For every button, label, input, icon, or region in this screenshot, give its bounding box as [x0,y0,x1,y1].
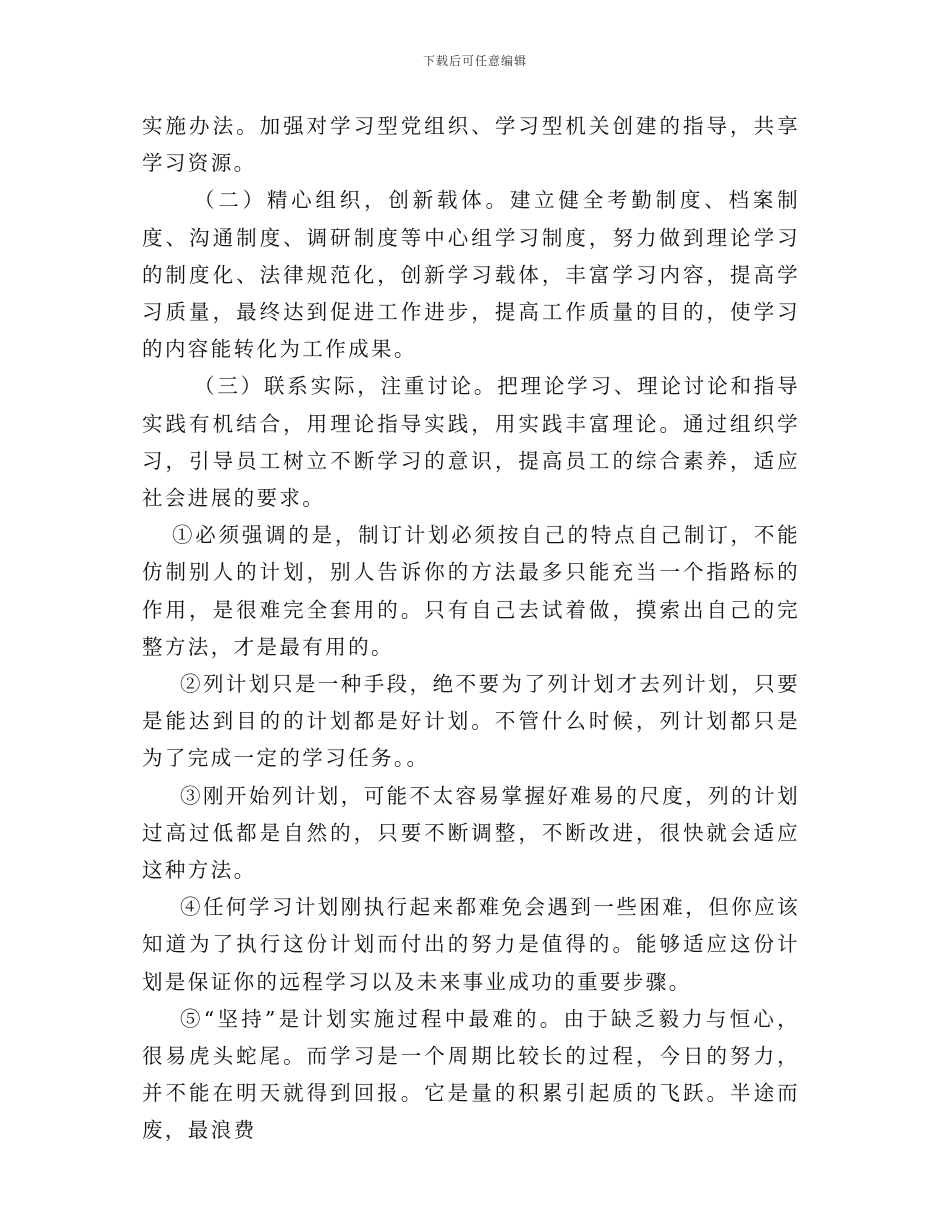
paragraph-note-4: ④任何学习计划刚执行起来都难免会遇到一些困难，但你应该知道为了执行这份计划而付出的努力是值得的。能够适应这份计划是保证你的远程学习以及未来事业成功的重要步骤。 [142,895,800,994]
page-header: 下载后可任意编辑 [422,54,527,68]
paragraph-note-5: ⑤“坚持”是计划实施过程中最难的。由于缺乏毅力与恒心，很易虎头蛇尾。而学习是一个周期比较长的过程，今日的努力，并不能在明天就得到回报。它是量的积累引起质的飞跃。半途而废，最浪费 [142,1006,800,1143]
paragraph-note-1: ①必须强调的是，制订计划必须按自己的特点自己制订，不能仿制别人的计划，别人告诉你的方法最多只能充当一个指路标的作用，是很难完全套用的。只有自己去试着做，摸索出自己的完整方法，才是最有用的。 [142,523,800,659]
document-body [142,108,800,1150]
paragraph-section-two: （二）精心组织，创新载体。建立健全考勤制度、档案制度、沟通制度、调研制度等中心组学习制度，努力做到理论学习的制度化、法律规范化，创新学习载体，丰富学习内容，提高学习质量，最终达到促进工作进步，提高工作质量的目的，使学习的内容能转化为工作成果。 [142,188,800,362]
paragraph-note-3: ③刚开始列计划，可能不太容易掌握好难易的尺度，列的计划过高过低都是自然的，只要不断调整，不断改进，很快就会适应这种方法。 [142,783,800,883]
paragraph-continuation: 实施办法。加强对学习型党组织、学习型机关创建的指导，共享学习资源。 [142,114,800,176]
paragraph-note-2: ②列计划只是一种手段，绝不要为了列计划才去列计划，只要是能达到目的的计划都是好计划。不管什么时候，列计划都只是为了完成一定的学习任务。。 [142,672,800,771]
paragraph-section-three: （三）联系实际，注重讨论。把理论学习、理论讨论和指导实践有机结合，用理论指导实践，用实践丰富理论。通过组织学习，引导员工树立不断学习的意识，提高员工的综合素养，适应社会进展的要求。 [142,374,800,511]
